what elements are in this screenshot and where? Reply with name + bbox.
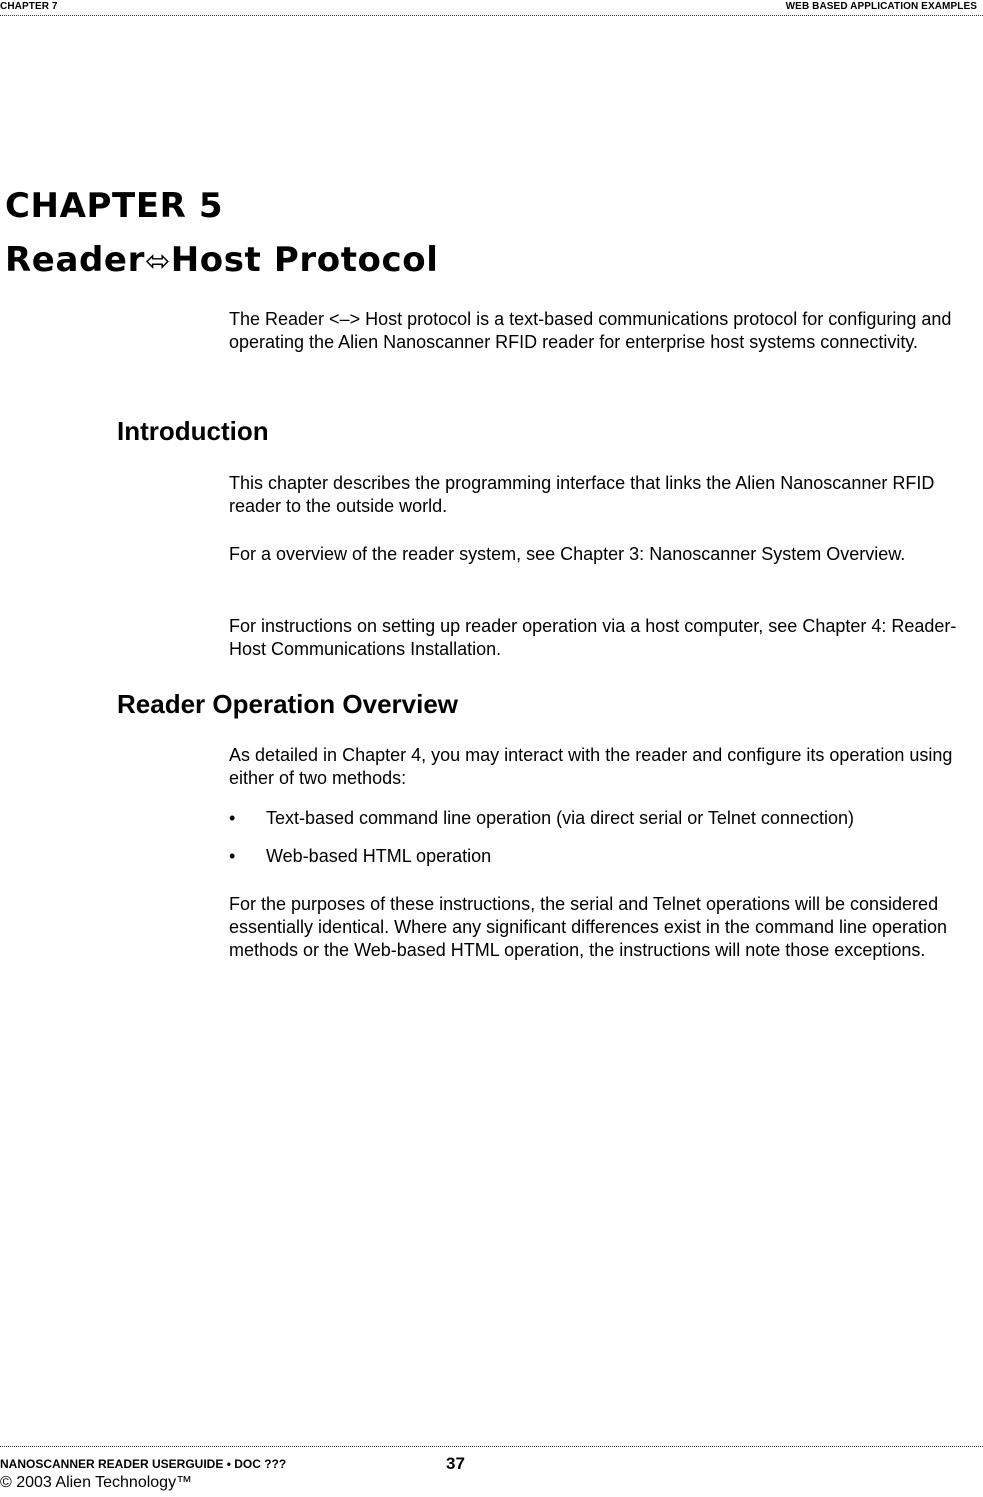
footer-rule [0, 1446, 983, 1447]
overview-paragraph-2: For the purposes of these instructions, the serial and Telnet operations will be considered essentially identical. Where any significant differences exist in the command line operation methods or the Web-based HTML operation, the instructions will note those exceptions. [229, 894, 948, 960]
footer-document-title: NANOSCANNER READER USERGUIDE • DOC ??? [0, 1457, 287, 1471]
chapter-title [5, 240, 438, 282]
introduction-paragraph-3: For instructions on setting up reader operation via a host computer, see Chapter 4: Reader-Host Communications Installation. [229, 616, 957, 659]
section-heading-introduction: Introduction [117, 416, 269, 446]
list-item-text: Web-based HTML operation [266, 846, 492, 866]
chapter-intro-paragraph: The Reader <–> Host protocol is a text-based communications protocol for configuring and operating the Alien Nanoscanner RFID reader for enterprise host systems connectivity. [229, 309, 952, 352]
running-header-chapter: CHAPTER 7 [0, 1, 58, 12]
header-rule [0, 15, 983, 16]
chapter-title-reader: Reader [5, 240, 145, 280]
section-heading-reader-operation-overview: Reader Operation Overview [117, 689, 459, 719]
bullet-icon: • [229, 808, 236, 828]
chapter-title-host-protocol: Host Protocol [170, 240, 439, 280]
page-number: 37 [446, 1454, 465, 1473]
bullet-icon: • [229, 846, 236, 866]
introduction-paragraph-1: This chapter describes the programming interface that links the Alien Nanoscanner RFID reader to the outside world. [229, 473, 935, 516]
running-header-section: WEB BASED APPLICATION EXAMPLES [785, 1, 977, 12]
introduction-paragraph-2: For a overview of the reader system, see Chapter 3: Nanoscanner System Overview. [229, 544, 906, 564]
footer-copyright: © 2003 Alien Technology™ [0, 1474, 193, 1491]
overview-paragraph-1: As detailed in Chapter 4, you may interact with the reader and configure its operation using either of two methods: [229, 745, 953, 788]
chapter-number: CHAPTER 5 [5, 186, 224, 226]
list-item-text: Text-based command line operation (via direct serial or Telnet connection) [266, 808, 854, 828]
bidirectional-arrow-icon: ⬄ [144, 244, 171, 279]
